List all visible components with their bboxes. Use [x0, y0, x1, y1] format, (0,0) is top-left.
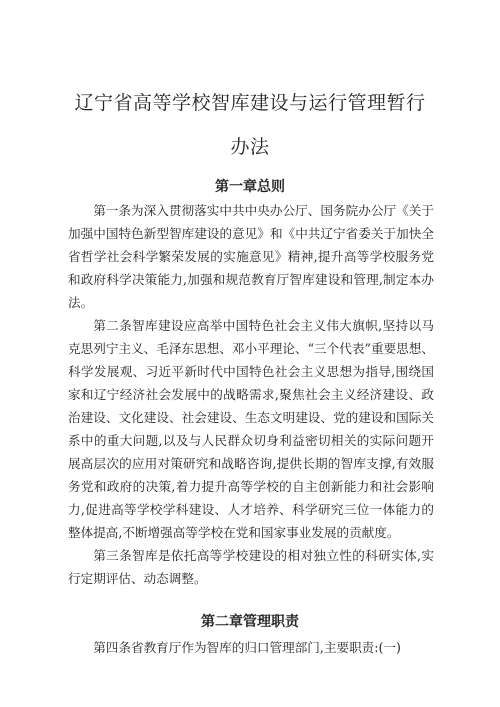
article-2-paragraph: 第二条智库建设应高举中国特色社会主义伟大旗帜,坚持以马克思列宁主义、毛泽东思想、邓小平理论、“三个代表”重要思想、科学发展观、习近平新时代中国特色社会主义思想为指导,围绕国家和辽宁经济社会发展中的战略需求,聚焦社会主义经济建设、政治建设、文化建设、社会建设、生态文明建设、党的建设和国际关系中的重大问题,以及与人民群众切身利益密切相关的实际问题开展高层次的应用对策研究和战略咨询,提供长期的智库支撑,有效服务党和政府的决策,着力提升高等学校的自主创新能力和社会影响力,促进高等学校学科建设、人才培养、科学研究三位一体能力的整体提高,不断增强高等学校在党和国家事业发展的贡献度。 — [68, 318, 434, 540]
article-4-paragraph: 第四条省教育厅作为智库的归口管理部门,主要职责:(一) — [93, 640, 401, 655]
document-title-line-1: 辽宁省高等学校智库建设与运行管理暂行 — [74, 92, 426, 114]
chapter-heading-1: 第一章总则 — [215, 179, 285, 195]
article-1-paragraph: 第一条为深入贯彻落实中共中央办公厅、国务院办公厅《关于加强中国特色新型智库建设的意见》和《中共辽宁省委关于加快全省哲学社会科学繁荣发展的实施意见》精神,提升高等学校服务党和政府科学决策能力,加强和规范教育厅智库建设和管理,制定本办法。 — [68, 203, 434, 310]
chapter-heading-2: 第二章管理职责 — [201, 614, 299, 630]
article-3-paragraph: 第三条智库是依托高等学校建设的相对独立性的科研实体,实行定期评估、动态调整。 — [68, 548, 434, 586]
document-title-line-2: 办法 — [230, 136, 270, 158]
